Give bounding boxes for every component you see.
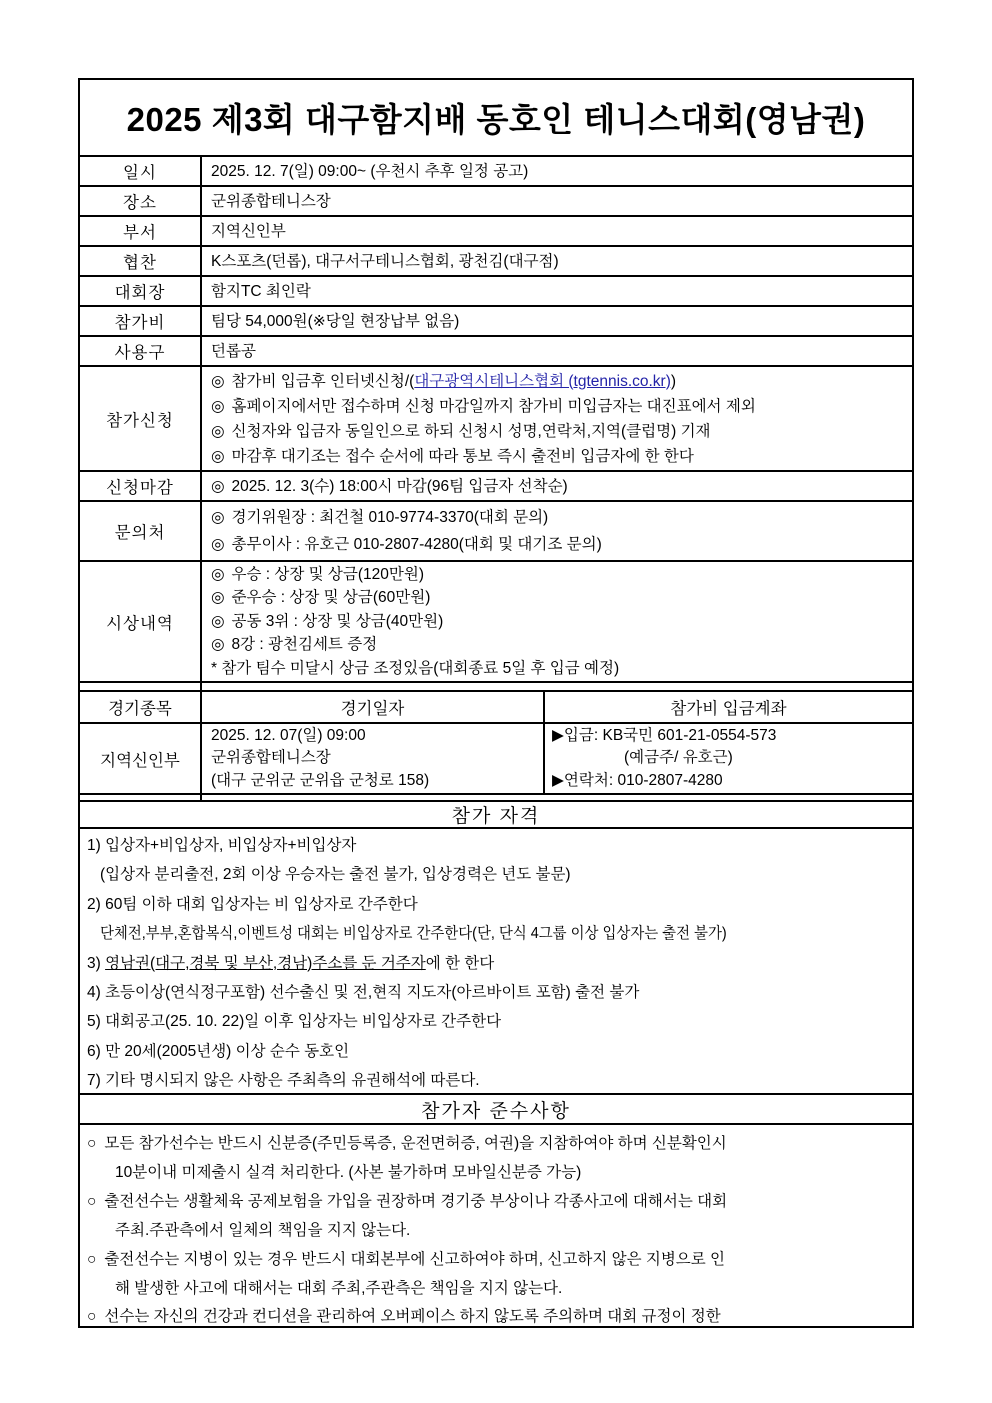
row-value: 2025. 12. 7(일) 09:00~ (우천시 추후 일정 공고) (211, 162, 529, 180)
bullet-line (211, 369, 912, 394)
row-label: 신청마감 (80, 472, 202, 500)
match-venue: 군위종합테니스장 (211, 749, 331, 767)
row-label: 참가신청 (80, 367, 202, 470)
note-line: * 참가 팀수 미달시 상금 조정있음(대회종료 5일 후 입금 예정) (211, 659, 620, 677)
double-circle-bullet-icon: ◎ (211, 477, 225, 495)
double-circle-bullet-icon: ◎ (211, 509, 225, 526)
line-text: 마감후 대기조는 접수 순서에 따라 통보 즉시 출전비 입금자에 한 한다 (231, 447, 694, 465)
match-datetime: 2025. 12. 07(일) 09:00 (211, 726, 366, 744)
row-division (80, 217, 912, 247)
row-application (80, 367, 912, 472)
eligibility-item: 2) 60팀 이하 대회 입상자는 비 입상자로 간주한다 (87, 895, 418, 913)
row-prizes (80, 562, 912, 683)
eligibility-item: 4) 초등이상(연식정구포함) 선수출신 및 전,현직 지도자(아르바이트 포함) 출전 불가 (87, 984, 640, 1002)
rule-item: ○ 출전선수는 생활체육 공제보험을 가입을 권장하며 경기중 부상이나 각종사고에 대해서는 대회 (87, 1192, 728, 1210)
row-label: 부서 (80, 217, 202, 245)
account-holder: (예금주/ 유호근) (624, 749, 733, 767)
row-label: 협찬 (80, 247, 202, 275)
underlined-text: 영남권(대구,경북 및 부산,경남)주소를 둔 거주자 (105, 954, 426, 972)
title-row (80, 80, 912, 157)
rule-item-cont: 10분이내 미제출시 실격 처리한다. (사본 불가하며 모바일신분증 가능) (115, 1163, 582, 1181)
tournament-notice-document (78, 78, 914, 1328)
row-value: 지역신인부 (211, 222, 286, 240)
row-value: 군위종합테니스장 (211, 192, 331, 210)
double-circle-bullet-icon: ◎ (211, 422, 225, 440)
row-value: K스포츠(던롭), 대구서구테니스협회, 광천김(대구점) (211, 252, 559, 270)
line-text: ) (670, 372, 677, 390)
line-text: 우승 : 상장 및 상금(120만원) (231, 565, 425, 583)
bullet-line (211, 586, 912, 610)
col-header-account: 참가비 입금계좌 (670, 700, 787, 718)
double-circle-bullet-icon: ◎ (211, 612, 225, 630)
row-ball (80, 337, 912, 367)
eligibility-item-cont: (입상자 분리출전, 2회 이상 우승자는 출전 불가, 입상경력은 년도 불문) (100, 866, 571, 884)
rules-header (80, 1095, 912, 1125)
line-text: 준우승 : 상장 및 상금(60만원) (231, 589, 431, 607)
divider-gap (80, 683, 912, 692)
bullet-line (211, 419, 912, 444)
row-value: 팀당 54,000원(※당일 현장납부 없음) (211, 312, 460, 330)
double-circle-bullet-icon: ◎ (211, 565, 225, 583)
line-text: 참가비 입금후 인터넷신청/( (231, 372, 415, 390)
eligibility-header (80, 802, 912, 829)
bullet-line (211, 531, 912, 558)
tgtennis-link[interactable]: 대구광역시테니스협회 (tgtennis.co.kr) (414, 372, 671, 390)
row-label: 참가비 (80, 307, 202, 335)
double-circle-bullet-icon: ◎ (211, 589, 225, 607)
double-circle-bullet-icon: ◎ (211, 536, 225, 553)
row-value: 던롭공 (211, 342, 256, 360)
eligibility-body (80, 829, 912, 1095)
account-contact: ▶연락처: 010-2807-4280 (552, 771, 723, 789)
bullet-line (211, 444, 912, 469)
double-circle-bullet-icon: ◎ (211, 636, 225, 654)
row-contacts (80, 502, 912, 562)
row-label: 장소 (80, 187, 202, 215)
row-label: 시상내역 (80, 562, 202, 681)
eligibility-item-cont (87, 919, 774, 948)
line-text: 신청자와 입금자 동일인으로 하되 신청시 성명,연락처,지역(클럽명) 기재 (231, 422, 711, 440)
rule-item-cont: 주최.주관측에서 일체의 책임을 지지 않는다. (115, 1221, 411, 1239)
row-deadline (80, 472, 912, 502)
line-text: 홈페이지에서만 접수하며 신청 마감일까지 참가비 미입금자는 대진표에서 제외 (231, 397, 756, 415)
bullet-line (211, 610, 912, 634)
bullet-line (211, 504, 912, 531)
page-title: 2025 제3회 대구함지배 동호인 테니스대회(영남권) (126, 101, 866, 138)
row-chairman (80, 277, 912, 307)
line-text: 8강 : 광천김세트 증정 (231, 636, 378, 654)
section-title: 참가 자격 (451, 806, 541, 827)
row-label: 문의처 (80, 502, 202, 560)
line-text: 경기위원장 : 최건철 010-9774-3370(대회 문의) (231, 509, 549, 526)
col-header-event: 경기종목 (80, 692, 202, 722)
col-header-date: 경기일자 (340, 700, 405, 718)
row-value: 함지TC 최인락 (211, 282, 311, 300)
schedule-data-row (80, 724, 912, 795)
circle-bullet-icon: ○ (87, 1192, 97, 1210)
row-venue (80, 187, 912, 217)
rule-item-cont: 해 발생한 사고에 대해서는 대회 주최,주관측은 책임을 지지 않는다. (115, 1279, 563, 1297)
bullet-line (211, 474, 912, 499)
rule-item: ○ 선수는 자신의 건강과 컨디션을 관리하여 오버페이스 하지 않도록 주의하며 대회 규정이 정한 (87, 1308, 721, 1326)
section-title: 참가자 준수사항 (421, 1100, 571, 1122)
double-circle-bullet-icon: ◎ (211, 372, 225, 390)
row-label: 대회장 (80, 277, 202, 305)
eligibility-item: 7) 기타 명시되지 않은 사항은 주최측의 유권해석에 따른다. (87, 1072, 480, 1090)
divider-gap (80, 795, 912, 802)
eligibility-item: 5) 대회공고(25. 10. 22)일 이후 입상자는 비입상자로 간주한다 (87, 1013, 502, 1031)
bullet-line (211, 394, 912, 419)
eligibility-item: 1) 입상자+비입상자, 비입상자+비입상자 (87, 837, 357, 854)
bullet-line (211, 633, 912, 657)
line-text: 2025. 12. 3(수) 18:00시 마감(96팀 입금자 선착순) (231, 477, 568, 495)
eligibility-item: 6) 만 20세(2005년생) 이상 순수 동호인 (87, 1042, 350, 1060)
circle-bullet-icon: ○ (87, 1308, 97, 1326)
double-circle-bullet-icon: ◎ (211, 447, 225, 465)
bullet-line (211, 563, 912, 587)
rules-body (80, 1125, 912, 1328)
match-address: (대구 군위군 군위읍 군청로 158) (211, 771, 430, 789)
row-label: 일시 (80, 157, 202, 185)
schedule-header-row (80, 692, 912, 724)
eligibility-item: 3) 영남권(대구,경북 및 부산,경남)주소를 둔 거주자에 한 한다 (87, 954, 495, 972)
circle-bullet-icon: ○ (87, 1135, 97, 1152)
line-text: 공동 3위 : 상장 및 상금(40만원) (231, 612, 444, 630)
row-datetime (80, 157, 912, 187)
line-text: 총무이사 : 유호근 010-2807-4280(대회 및 대기조 문의) (231, 536, 602, 553)
condensed-text: 단체전,부부,혼합복식,이벤트성 대회는 비입상자로 간주한다(단, 단식 4그룹 이상 입상자는 출전 불가) (100, 925, 727, 943)
circle-bullet-icon: ○ (87, 1250, 97, 1268)
rule-item: ○ 모든 참가선수는 반드시 신분증(주민등록증, 운전면허증, 여권)을 지참하여야 하며 신분확인시 (87, 1135, 727, 1152)
rule-item: ○ 출전선수는 지병이 있는 경우 반드시 대회본부에 신고하여야 하며, 신고하지 않은 지병으로 인 (87, 1250, 726, 1268)
event-division: 지역신인부 (80, 724, 202, 793)
double-circle-bullet-icon: ◎ (211, 397, 225, 415)
account-number: ▶입금: KB국민 601-21-0554-573 (552, 726, 777, 744)
row-label: 사용구 (80, 337, 202, 365)
row-sponsor (80, 247, 912, 277)
row-entry-fee (80, 307, 912, 337)
